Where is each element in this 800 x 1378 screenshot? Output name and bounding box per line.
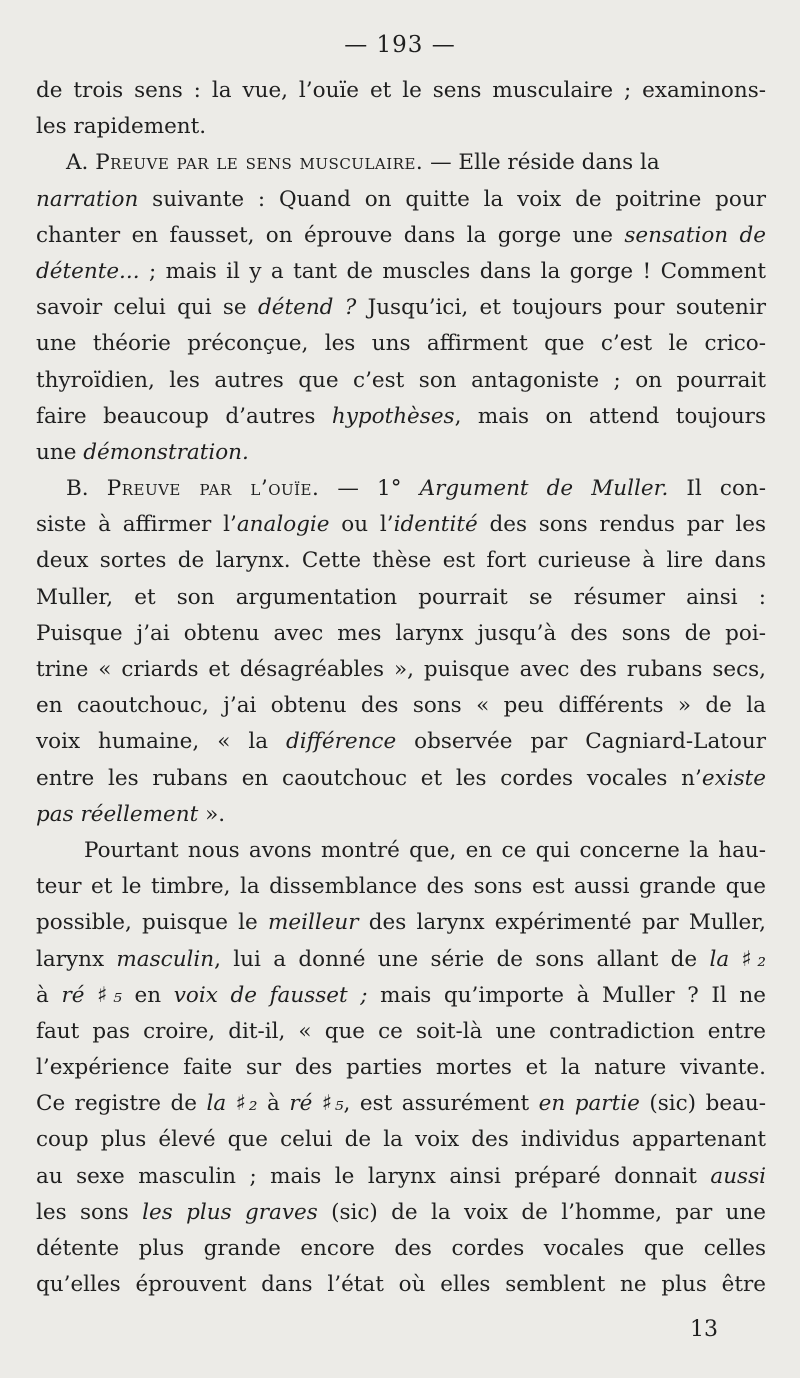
text-run: identité [393,512,478,538]
text-line [36,1195,766,1231]
text-run: ; mais il y a tant de muscles dans la gorge ! Comment [139,258,766,284]
text-line [36,290,766,326]
text-line [36,109,766,145]
text-line [36,797,766,833]
text-run: qu’elles éprouvent dans l’état où elles semblent ne plus être [36,1272,766,1298]
body-text [36,73,766,1303]
text-run: la ♯₂ [206,1091,258,1117]
text-line [36,869,766,905]
text-run: (sic) beau- [639,1091,766,1117]
text-line [36,942,766,978]
text-run: sensation de [624,222,766,248]
text-run: — 1° [319,476,420,502]
text-run: , est assurément [343,1091,539,1117]
text-run: trine « criards et désagréables », puisque avec des rubans secs, [36,657,766,682]
text-run: détente... [36,258,140,284]
text-line [36,254,766,290]
text-run: Preuve par le sens musculaire. [95,150,424,176]
text-run: des sons rendus par les [477,512,766,538]
text-run: deux sortes de larynx. Cette thèse est fort curieuse à lire dans [36,548,766,574]
text-run: les plus graves [142,1199,318,1225]
signature-mark: 13 [690,1317,718,1342]
text-run: Ce registre de [36,1091,207,1117]
text-run: pas réellement [36,801,199,827]
text-run: observée par Cagniard-Latour [396,729,766,755]
text-run: voix humaine, « la [36,729,286,755]
text-run: Argument de Muller. [419,476,669,502]
text-run: ». [198,801,226,827]
text-run: en caoutchouc, j’ai obtenu des sons « peu différents » de la [36,693,766,719]
text-run: A. [66,150,96,176]
text-run: chanter en fausset, on éprouve dans la gorge une [36,222,625,248]
text-run: , mais on attend toujours [454,403,766,429]
text-run: les rapidement. [36,114,207,140]
text-run: faut pas croire, dit-il, « que ce soit-là une contradiction entre [36,1018,766,1044]
text-line [36,399,766,435]
text-run: détente plus grande encore des cordes vocales que celles [36,1236,766,1261]
text-line [36,73,766,109]
text-run: détend ? [257,295,357,321]
text-line [36,724,766,760]
text-run: l’expérience faite sur des parties mortes et la nature vivante. [36,1055,766,1081]
text-run: au sexe masculin ; mais le larynx ainsi préparé donnait [36,1163,711,1189]
text-line [36,580,766,616]
text-run: possible, puisque le [36,910,268,936]
text-run: Pourtant nous avons montré que, en ce qui concerne la hau- [84,837,766,863]
text-run: Puisque j’ai obtenu avec mes larynx jusqu’à des sons de poi- [36,620,766,646]
text-run: ou l’ [329,512,394,538]
page-number: — 193 — [344,32,456,58]
text-line [36,1159,766,1195]
text-run: (sic) de la voix de l’homme, par une [317,1199,766,1225]
text-run: mais qu’importe à Muller ? Il ne [367,982,766,1008]
text-run: la ♯₂ [709,946,766,972]
text-line [36,543,766,579]
text-line [36,471,766,507]
text-line [36,363,766,399]
text-run: aussi [710,1163,766,1189]
text-line [36,616,766,652]
text-line [36,507,766,543]
text-run: faire beaucoup d’autres [36,403,332,429]
text-run: Muller, et son argumentation pourrait se résumer ainsi : [36,584,766,610]
text-run: narration [36,186,139,212]
text-line [36,833,766,869]
text-line [36,761,766,797]
text-run: coup plus élevé que celui de la voix des individus appartenant [36,1127,766,1153]
text-run: — Elle réside dans la [423,150,660,176]
text-run: masculin [116,946,215,972]
text-line [36,1014,766,1050]
text-run: les sons [36,1199,143,1225]
text-run: voix de fausset ; [173,982,368,1008]
text-run: à [257,1091,290,1117]
text-line [36,326,766,362]
text-run: thyroïdien, les autres que c’est son antagoniste ; on pourrait [36,367,766,393]
text-run: à [36,982,62,1008]
text-line [36,1050,766,1086]
text-line [36,1231,766,1267]
text-line [36,978,766,1014]
text-run: Jusqu’ici, et toujours pour soutenir [356,295,767,321]
text-run: B. [66,476,107,502]
text-line [36,1267,766,1303]
text-run: en partie [538,1091,640,1117]
text-line [36,1122,766,1158]
text-run: Il con- [668,476,766,502]
text-run: en [121,982,174,1008]
text-line [36,905,766,941]
text-line [36,218,766,254]
text-run: de trois sens : la vue, l’ouïe et le sens musculaire ; examinons- [36,78,766,103]
text-run: larynx [36,946,117,972]
text-run: des larynx expérimenté par Muller, [358,910,766,936]
text-line [36,435,766,471]
text-run: teur et le timbre, la dissemblance des sons est aussi grande que [36,874,766,900]
text-run: une [36,439,84,465]
text-run: ré ♯₅ [289,1091,344,1117]
text-line [36,145,766,181]
text-line [36,688,766,724]
text-run: démonstration. [83,439,249,465]
text-run: suivante : Quand on quitte la voix de poitrine pour [138,186,766,212]
text-run: ré ♯₅ [61,982,122,1008]
text-run: , lui a donné une série de sons allant de [214,946,710,972]
text-run: entre les rubans en caoutchouc et les cordes vocales n’ [36,765,702,791]
text-line [36,1086,766,1122]
text-run: Preuve par l’ouïe. [106,476,320,502]
text-run: hypothèses [331,403,455,429]
text-run: différence [285,729,397,755]
text-run: analogie [236,512,330,538]
text-line [36,182,766,218]
text-run: meilleur [267,910,359,936]
text-run: siste à affirmer l’ [36,512,237,538]
text-run: savoir celui qui se [36,295,258,321]
text-run: une théorie préconçue, les uns affirment que c’est le crico- [36,331,766,357]
text-line [36,652,766,688]
text-run: existe [701,765,766,791]
